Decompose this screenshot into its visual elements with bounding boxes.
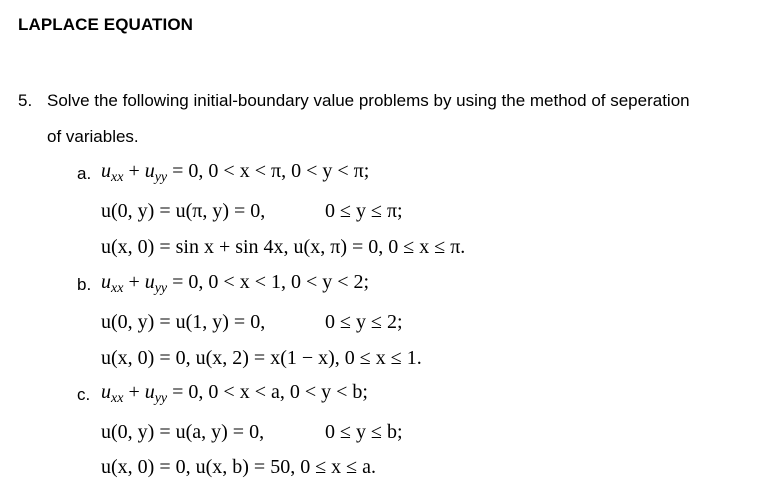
page-title: LAPLACE EQUATION — [18, 15, 194, 34]
part-a-initial-condition: u(x, 0) = sin x + sin 4x, u(x, π) = 0, 0 ≤ x ≤ π. — [101, 236, 466, 258]
part-b-initial-condition: u(x, 0) = 0, u(x, 2) = x(1 − x), 0 ≤ x ≤ 1. — [101, 347, 422, 369]
part-b-pde: $u_{xx} + u_{yy} = 0$, 0 < x < 1, 0 < y < 2; — [101, 271, 370, 296]
part-a-pde-domain: = 0, 0 < x < π, 0 < y < π; — [172, 160, 370, 182]
part-c-pde: $u_{xx} + u_{yy} = 0$, 0 < x < a, 0 < y < b; — [101, 381, 368, 406]
part-a-boundary-range: 0 ≤ y ≤ π; — [325, 200, 403, 222]
part-b-boundary-condition: u(0, y) = u(1, y) = 0, — [101, 311, 266, 333]
problem-number: 5. — [18, 91, 33, 110]
part-a-label: a. — [77, 164, 92, 183]
part-a-boundary-condition: u(0, y) = u(π, y) = 0, — [101, 200, 266, 222]
part-b-label: b. — [77, 275, 92, 294]
part-c-boundary-condition: u(0, y) = u(a, y) = 0, — [101, 421, 265, 443]
part-c-boundary-range: 0 ≤ y ≤ b; — [325, 421, 403, 443]
part-b-boundary-range: 0 ≤ y ≤ 2; — [325, 311, 403, 333]
part-a-pde: $u_{xx} + u_{yy} = 0$, 0 < x < π, 0 < y < π; — [101, 160, 370, 185]
part-c-initial-condition: u(x, 0) = 0, u(x, b) = 50, 0 ≤ x ≤ a. — [101, 456, 377, 478]
problem-statement-line-2: of variables. — [47, 127, 139, 146]
problem-statement-line-1: Solve the following initial-boundary value problems by using the method of seperation — [47, 91, 690, 110]
part-b-pde-domain: = 0, 0 < x < 1, 0 < y < 2; — [172, 271, 370, 293]
part-c-pde-domain: = 0, 0 < x < a, 0 < y < b; — [172, 381, 368, 403]
part-c-label: c. — [77, 385, 91, 404]
